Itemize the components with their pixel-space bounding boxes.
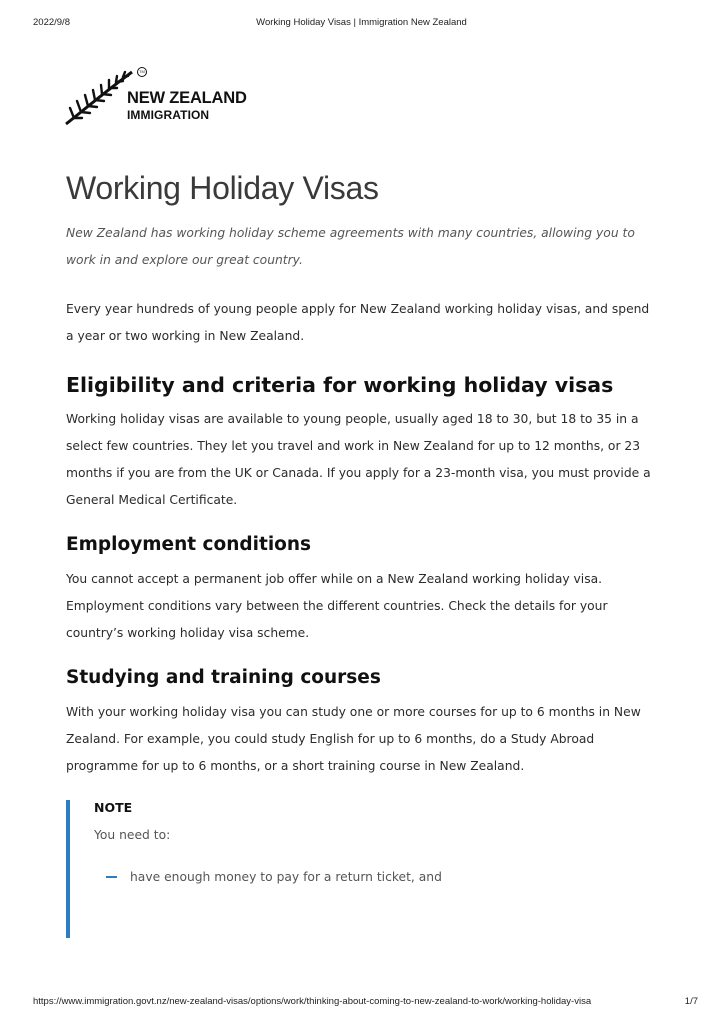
note-list-item: [130, 868, 654, 886]
section-heading-employment: Employment conditions: [66, 534, 312, 555]
print-url[interactable]: https://www.immigration.govt.nz/new-zealand-visas/options/work/thinking-about-coming-to-new-zealand-to-work/working-holiday-visa: [33, 996, 592, 1007]
section-body-employment: You cannot accept a permanent job offer while on a New Zealand working holiday visa. Employment conditions vary between the different countries. Check the details for your country’s working holiday visa scheme.: [66, 572, 608, 640]
section-heading-eligibility: Eligibility and criteria for working holiday visas: [66, 373, 614, 397]
print-footer: [0, 996, 723, 1010]
main-content: [66, 166, 666, 780]
section-body-eligibility: Working holiday visas are available to young people, usually aged 18 to 30, but 18 to 35 in a select few countries. They let you travel and work in New Zealand for up to 12 months, or 23 months if you are from the UK or Canada. If you apply for a 23-month visa, you must provide a General Medical Certificate.: [66, 412, 651, 507]
trademark-symbol: TM: [137, 67, 147, 77]
silver-fern-icon: [64, 66, 136, 128]
dash-bullet-icon: [106, 876, 117, 878]
intro-text: New Zealand has working holiday scheme agreements with many countries, allowing you to work in and explore our great country.: [66, 226, 635, 267]
note-lead: You need to:: [94, 828, 171, 842]
intro-paragraph: Every year hundreds of young people apply for New Zealand working holiday visas, and spend a year or two working in New Zealand.: [66, 302, 650, 343]
note-list-item-text: have enough money to pay for a return ticket, and: [130, 870, 442, 884]
page-title: Working Holiday Visas: [66, 170, 379, 206]
section-heading-studying: Studying and training courses: [66, 667, 381, 688]
print-date: 2022/9/8: [33, 17, 70, 28]
logo-line-1: NEW ZEALAND: [127, 89, 247, 107]
note-box: [66, 800, 654, 938]
logo-line-2: IMMIGRATION: [127, 107, 210, 122]
section-body-studying: With your working holiday visa you can study one or more courses for up to 6 months in New Zealand. For example, you could study English for up to 6 months, do a Study Abroad programme for up to 6 months, or a short training course in New Zealand.: [66, 705, 641, 773]
print-page-number: 1/7: [684, 996, 698, 1007]
logo-wordmark: [127, 90, 247, 121]
note-title: NOTE: [94, 800, 133, 815]
nz-immigration-logo[interactable]: [64, 66, 264, 128]
print-page-title: Working Holiday Visas | Immigration New Zealand: [256, 17, 467, 28]
print-header: [0, 17, 723, 31]
